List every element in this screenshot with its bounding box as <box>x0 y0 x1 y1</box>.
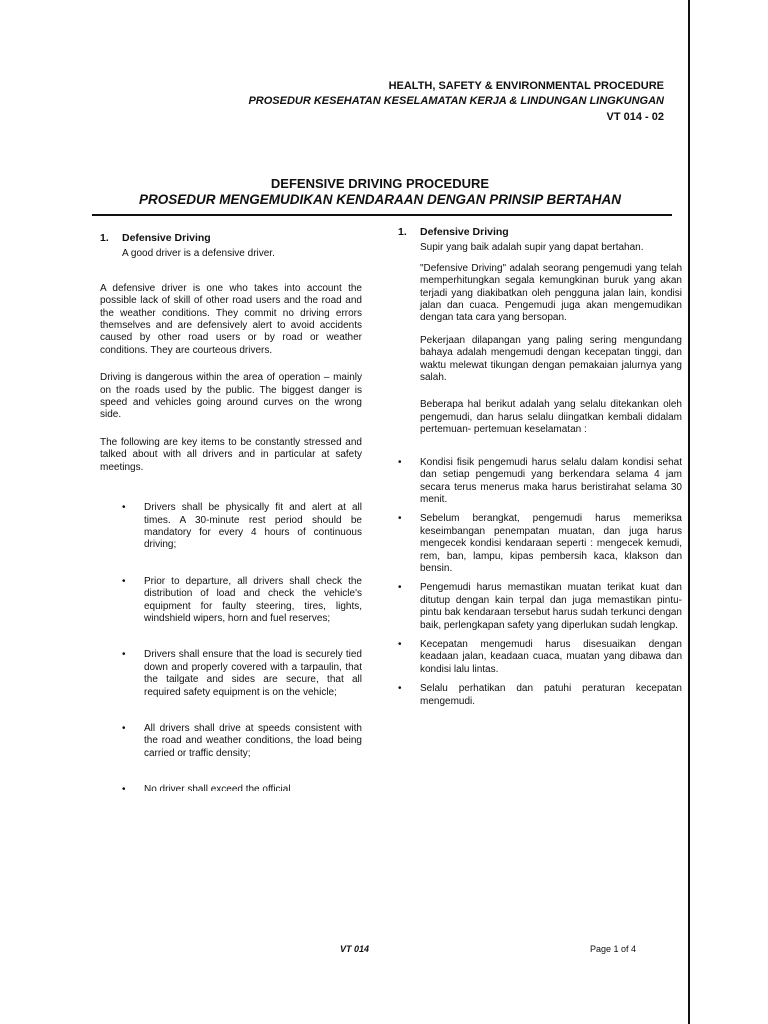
list-item-text: Selalu perhatikan dan patuhi peraturan kecepatan mengemudi. <box>420 683 682 707</box>
right-paragraph: Supir yang baik adalah supir yang dapat bertahan. <box>420 242 644 254</box>
list-item <box>398 639 682 676</box>
right-paragraph: "Defensive Driving" adalah seorang pengemudi yang telah memperhitungkan segala kemungkinan buruk yang akan terjadi yang diakibatkan oleh pengguna jalan lain, kondisi jalan dan cuaca. Pengemudi juga akan mengemudikan dengan tata cara yang bersopan. <box>420 262 682 324</box>
list-item-text: Kondisi fisik pengemudi harus selalu dalam kondisi sehat dan setiap pengemudi yang berkendara selama 4 jam secara terus menerus maka harus beristirahat selama 30 menit. <box>420 456 682 505</box>
list-item <box>398 457 682 507</box>
left-paragraph: A defensive driver is one who takes into account the possible lack of skill of other road users and the road and the weather conditions. They commit no driving errors themselves and are defensively alert to avoid accidents caused by other road users or by road or weather conditions. They are courteous drivers. <box>100 282 362 356</box>
bullet-icon: • <box>398 683 402 695</box>
left-paragraph: Driving is dangerous within the area of operation – mainly on the roads used by the public. The biggest danger is speed and vehicles going around curves on the wrong side. <box>100 372 362 421</box>
left-section-title: Defensive Driving <box>122 232 211 244</box>
list-item-truncated <box>122 784 362 791</box>
bullet-icon: • <box>122 722 126 734</box>
list-item-text: All drivers shall drive at speeds consistent with the road and weather conditions, the load being carried or traffic density; <box>144 722 362 759</box>
list-item <box>398 513 682 575</box>
list-item-text: No driver shall exceed the official <box>144 784 291 792</box>
right-section-number: 1. <box>398 226 407 238</box>
list-item <box>122 649 362 699</box>
left-section-number: 1. <box>100 232 109 244</box>
right-section-title: Defensive Driving <box>420 226 509 238</box>
list-item <box>122 723 362 760</box>
bullet-icon: • <box>398 582 402 594</box>
list-item <box>122 502 362 552</box>
list-item <box>398 582 682 632</box>
footer-page-number: Page 1 of 4 <box>590 944 637 954</box>
title-indonesian: PROSEDUR MENGEMUDIKAN KENDARAAN DENGAN PRINSIP BERTAHAN <box>138 192 622 207</box>
list-item-text: Drivers shall ensure that the load is securely tied down and properly covered with a tarpaulin, that the tailgate and sides are secure, that all required safety equipment is on the vehicle; <box>144 649 362 698</box>
left-column <box>100 232 362 815</box>
bullet-icon: • <box>122 502 126 514</box>
left-paragraph: A good driver is a defensive driver. <box>122 248 275 260</box>
list-item <box>122 576 362 626</box>
left-bullet-list <box>100 502 362 791</box>
right-paragraph: Beberapa hal berikut adalah yang selalu ditekankan oleh pengemudi, dan harus selalu diingatkan kembali didalam pertemuan- pertemuan keselamatan : <box>420 399 682 436</box>
bullet-icon: • <box>122 649 126 661</box>
right-column <box>398 226 682 715</box>
list-item-text: Kecepatan mengemudi harus disesuaikan dengan keadaan jalan, keadaan cuaca, muatan yang dibawa dan kondisi lalu lintas. <box>420 638 682 675</box>
right-bullet-list <box>398 457 682 708</box>
left-section-heading <box>100 232 362 244</box>
page-edge-line <box>688 0 690 1024</box>
bullet-icon: • <box>122 575 126 587</box>
list-item-text: Pengemudi harus memastikan muatan terikat kuat dan ditutup dengan kain terpal dan juga memastikan pintu-pintu bak kendaraan tersebut harus sudah terkunci dengan baik, perlengkapan safety yang diperlukan sudah lengkap. <box>420 582 682 631</box>
list-item-text: Drivers shall be physically fit and alert at all times. A 30-minute rest period should be mandatory for every 4 hours of continuous driving; <box>144 502 362 551</box>
list-item-text: Sebelum berangkat, pengemudi harus memeriksa keseimbangan penempatan muatan, dan juga harus mengecek kondisi kendaraan seperti : mengecek kemudi, rem, ban, lampu, kipas pembersih kaca, klakson dan bensin. <box>420 513 682 574</box>
header-line-1: HEALTH, SAFETY & ENVIRONMENTAL PROCEDURE <box>388 80 664 92</box>
header-line-2: PROSEDUR KESEHATAN KESELAMATAN KERJA & LINDUNGAN LINGKUNGAN <box>248 95 664 107</box>
bullet-icon: • <box>122 784 126 792</box>
list-item-text: Prior to departure, all drivers shall check the distribution of load and check the vehicle's equipment for faulty steering, tires, lights, windshield wipers, horn and fuel reserves; <box>144 575 362 624</box>
bullet-icon: • <box>398 513 402 525</box>
list-item <box>398 683 682 708</box>
right-section-heading <box>398 226 682 238</box>
title-english: DEFENSIVE DRIVING PROCEDURE <box>270 176 490 191</box>
right-paragraph: Pekerjaan dilapangan yang paling sering mengundang bahaya adalah mengemudi dengan kecepatan tinggi, dan waktu melewat tikungan dengan pemakaian jalurnya yang salah. <box>420 334 682 384</box>
footer-doc-code: VT 014 <box>340 944 370 954</box>
title-rule <box>92 214 672 216</box>
bullet-icon: • <box>398 638 402 650</box>
header-doc-code: VT 014 - 02 <box>606 111 664 123</box>
bullet-icon: • <box>398 456 402 468</box>
left-paragraph: The following are key items to be constantly stressed and talked about with all drivers and in particular at safety meetings. <box>100 436 362 473</box>
